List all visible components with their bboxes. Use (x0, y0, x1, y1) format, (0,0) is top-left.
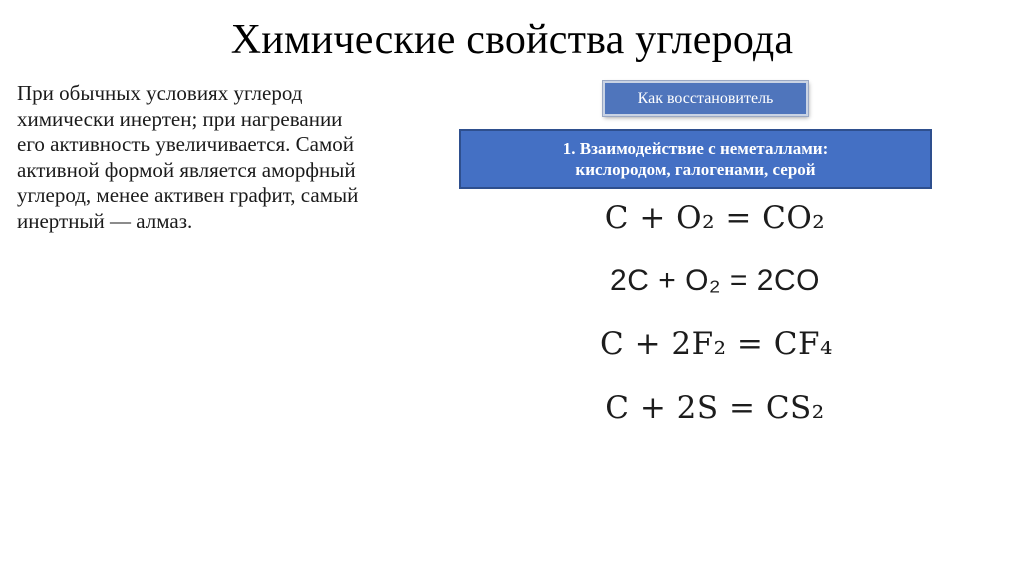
equation-carbon-monoxide: 2C + O₂ = 2CO (610, 264, 820, 297)
slide-title: Химические свойства углерода (230, 17, 794, 63)
body-paragraph: При обычных условиях углерод химически инертен; при нагревании его активность увеличивается. Самой активной формой является аморфный углерод, менее активен графит, самый инертный — алмаз. (17, 81, 359, 233)
equation-carbon-disulfide: C + 2S = CS₂ (605, 390, 825, 426)
interaction-line-2: кислородом, галогенами, серой (575, 160, 816, 179)
interaction-line-1: 1. Взаимодействие с неметаллами: (562, 139, 829, 158)
reductant-label-box: Как восстановитель (603, 81, 808, 116)
equation-carbon-dioxide: C + O₂ = CO₂ (604, 200, 826, 236)
equation-carbon-tetrafluoride: C + 2F₂ = CF₄ (600, 326, 833, 362)
nonmetal-interaction-box (459, 129, 932, 189)
